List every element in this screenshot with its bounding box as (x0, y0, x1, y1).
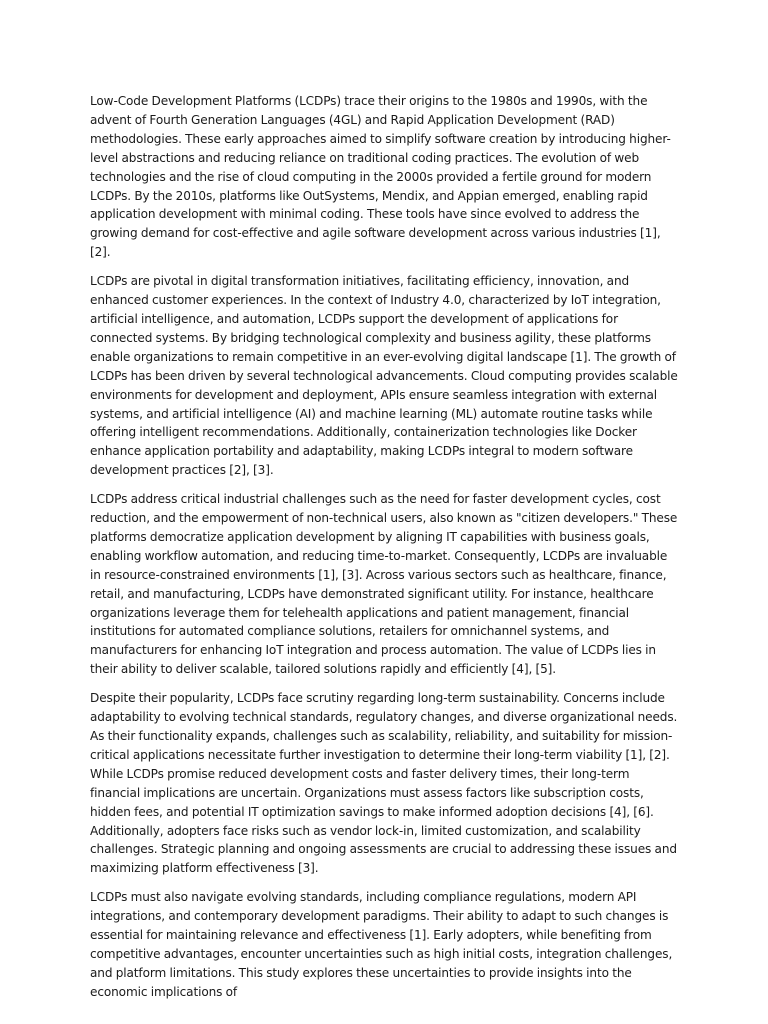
paragraph-industrial-challenges: LCDPs address critical industrial challenges such as the need for faster development cycles, cost reduction, and the empowerment of non-technical users, also known as "citizen developers." These platforms democratize application development by aligning IT capabilities with business goals, enabling workflow automation, and reducing time-to-market. Consequently, LCDPs are invaluable in resource-constrained environments [1], [3]. Across various sectors such as healthcare, finance, retail, and manufacturing, LCDPs have demonstrated significant utility. For instance, healthcare organizations leverage them for telehealth applications and patient management, financial institutions for automated compliance solutions, retailers for omnichannel systems, and manufacturers for enhancing IoT integration and process automation. The value of LCDPs lies in their ability to deliver scalable, tailored solutions rapidly and efficiently [4], [5]. (90, 492, 678, 677)
paragraph-sustainability: Despite their popularity, LCDPs face scrutiny regarding long-term sustainability. Concerns include adaptability to evolving technical standards, regulatory changes, and diverse organizational needs. As their functionality expands, challenges such as scalability, reliability, and suitability for mission-critical applications necessitate further investigation to determine their long-term viability [1], [2]. While LCDPs promise reduced development costs and faster delivery times, their long-term financial implications are uncertain. Organizations must assess factors like subscription costs, hidden fees, and potential IT optimization savings to make informed adoption decisions [4], [6]. Additionally, adopters face risks such as vendor lock-in, limited customization, and scalability challenges. Strategic planning and ongoing assessments are crucial to addressing these issues and maximizing platform effectiveness [3]. (90, 691, 678, 876)
paragraph-evolving-standards: LCDPs must also navigate evolving standards, including compliance regulations, modern API integrations, and contemporary development paradigms. Their ability to adapt to such changes is essential for maintaining relevance and effectiveness [1]. Early adopters, while benefiting from competitive advantages, encounter uncertainties such as high initial costs, integration challenges, and platform limitations. This study explores these uncertainties to provide insights into the economic implications of (90, 890, 673, 999)
document-body (90, 92, 678, 1012)
paragraph-history: Low-Code Development Platforms (LCDPs) trace their origins to the 1980s and 1990s, with the advent of Fourth Generation Languages (4GL) and Rapid Application Development (RAD) methodologies. These early approaches aimed to simplify software creation by introducing higher-level abstractions and reducing reliance on traditional coding practices. The evolution of web technologies and the rise of cloud computing in the 2000s provided a fertile ground for modern LCDPs. By the 2010s, platforms like OutSystems, Mendix, and Appian emerged, enabling rapid application development with minimal coding. These tools have since evolved to address the growing demand for cost-effective and agile software development across various industries [1], [2]. (90, 94, 671, 260)
paragraph-digital-transformation: LCDPs are pivotal in digital transformation initiatives, facilitating efficiency, innovation, and enhanced customer experiences. In the context of Industry 4.0, characterized by IoT integration, artificial intelligence, and automation, LCDPs support the development of applications for connected systems. By bridging technological complexity and business agility, these platforms enable organizations to remain competitive in an ever-evolving digital landscape [1]. The growth of LCDPs has been driven by several technological advancements. Cloud computing provides scalable environments for development and deployment, APIs ensure seamless integration with external systems, and artificial intelligence (AI) and machine learning (ML) automate routine tasks while offering intelligent recommendations. Additionally, containerization technologies like Docker enhance application portability and adaptability, making LCDPs integral to modern software development practices [2], [3]. (90, 274, 678, 478)
